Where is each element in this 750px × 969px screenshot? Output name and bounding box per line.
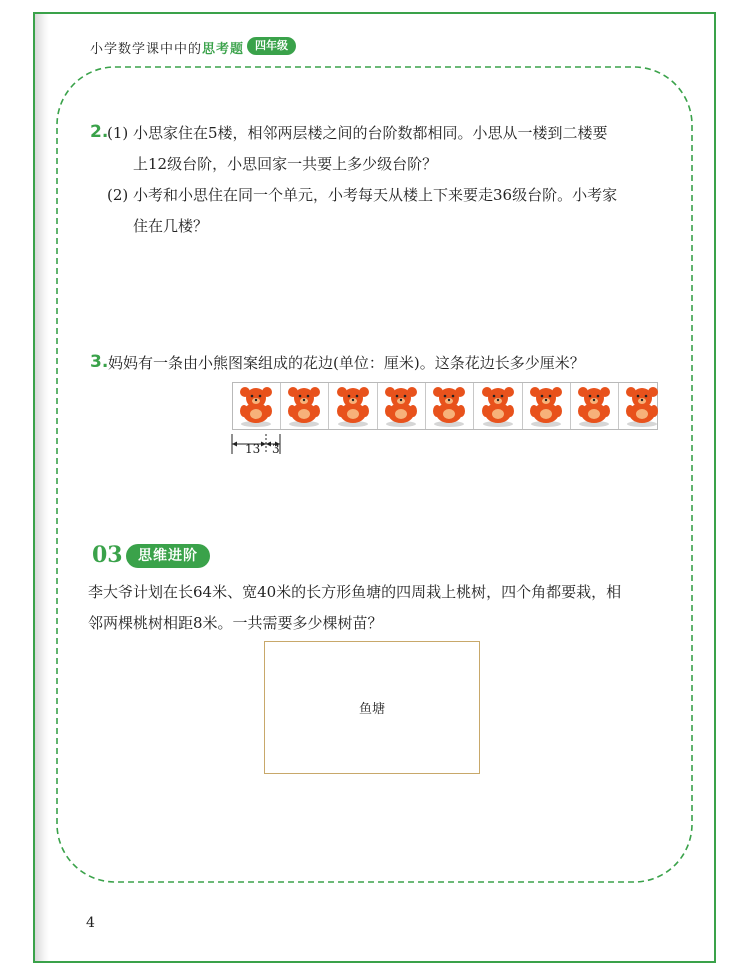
bear-icon <box>236 383 276 429</box>
question-2-number: 2. <box>90 122 109 142</box>
bear-icon <box>381 383 421 429</box>
bear-gap-divider <box>522 383 523 429</box>
bear-icon <box>526 383 566 429</box>
dimension-gap-width: 3 <box>272 442 280 456</box>
bear-gap-divider <box>328 383 329 429</box>
question-2-part1-line2: 上12级台阶，小思回家一共要上多少级台阶？ <box>133 155 438 173</box>
fish-pond-label: 鱼塘 <box>358 702 385 717</box>
bear-gap-divider <box>280 383 281 429</box>
bear-gap-divider <box>618 383 619 429</box>
bear-icon <box>333 383 373 429</box>
section-title-badge: 思维进阶 <box>126 544 210 568</box>
question-2-part1-line1: (1) 小思家住在5楼，相邻两层楼之间的台阶数都相同。小思从一楼到二楼要 <box>107 124 608 142</box>
section-problem-line2: 邻两棵桃树相距8米。一共需要多少棵树苗？ <box>88 614 383 632</box>
grade-badge: 四年级 <box>247 37 296 55</box>
section-problem-line1: 李大爷计划在长64米、宽40米的长方形鱼塘的四周栽上桃树，四个角都要栽，相 <box>88 583 622 601</box>
bear-gap-divider <box>425 383 426 429</box>
bear-icon <box>574 383 614 429</box>
bear-icon <box>429 383 469 429</box>
section-number: 03 <box>92 542 123 568</box>
bear-gap-divider <box>570 383 571 429</box>
page-number: 4 <box>86 915 95 931</box>
book-title-prefix: 小学数学课中中的 <box>90 42 203 57</box>
bear-border-strip <box>232 382 658 430</box>
question-2-part2-line1: (2) 小考和小思住在同一个单元，小考每天从楼上下来要走36级台阶。小考家 <box>107 186 618 204</box>
bear-icon <box>622 383 662 429</box>
question-3-text: 妈妈有一条由小熊图案组成的花边(单位：厘米)。这条花边长多少厘米？ <box>108 354 585 372</box>
bear-icon <box>478 383 518 429</box>
book-title-highlight: 思考题 <box>202 42 245 57</box>
bear-gap-divider <box>377 383 378 429</box>
dimension-bear-width: 13 <box>245 442 261 456</box>
bear-gap-divider <box>473 383 474 429</box>
fish-pond-figure <box>264 641 480 774</box>
bear-icon <box>284 383 324 429</box>
question-2-part2-line2: 住在几楼？ <box>133 217 209 235</box>
question-3-number: 3. <box>90 352 109 372</box>
